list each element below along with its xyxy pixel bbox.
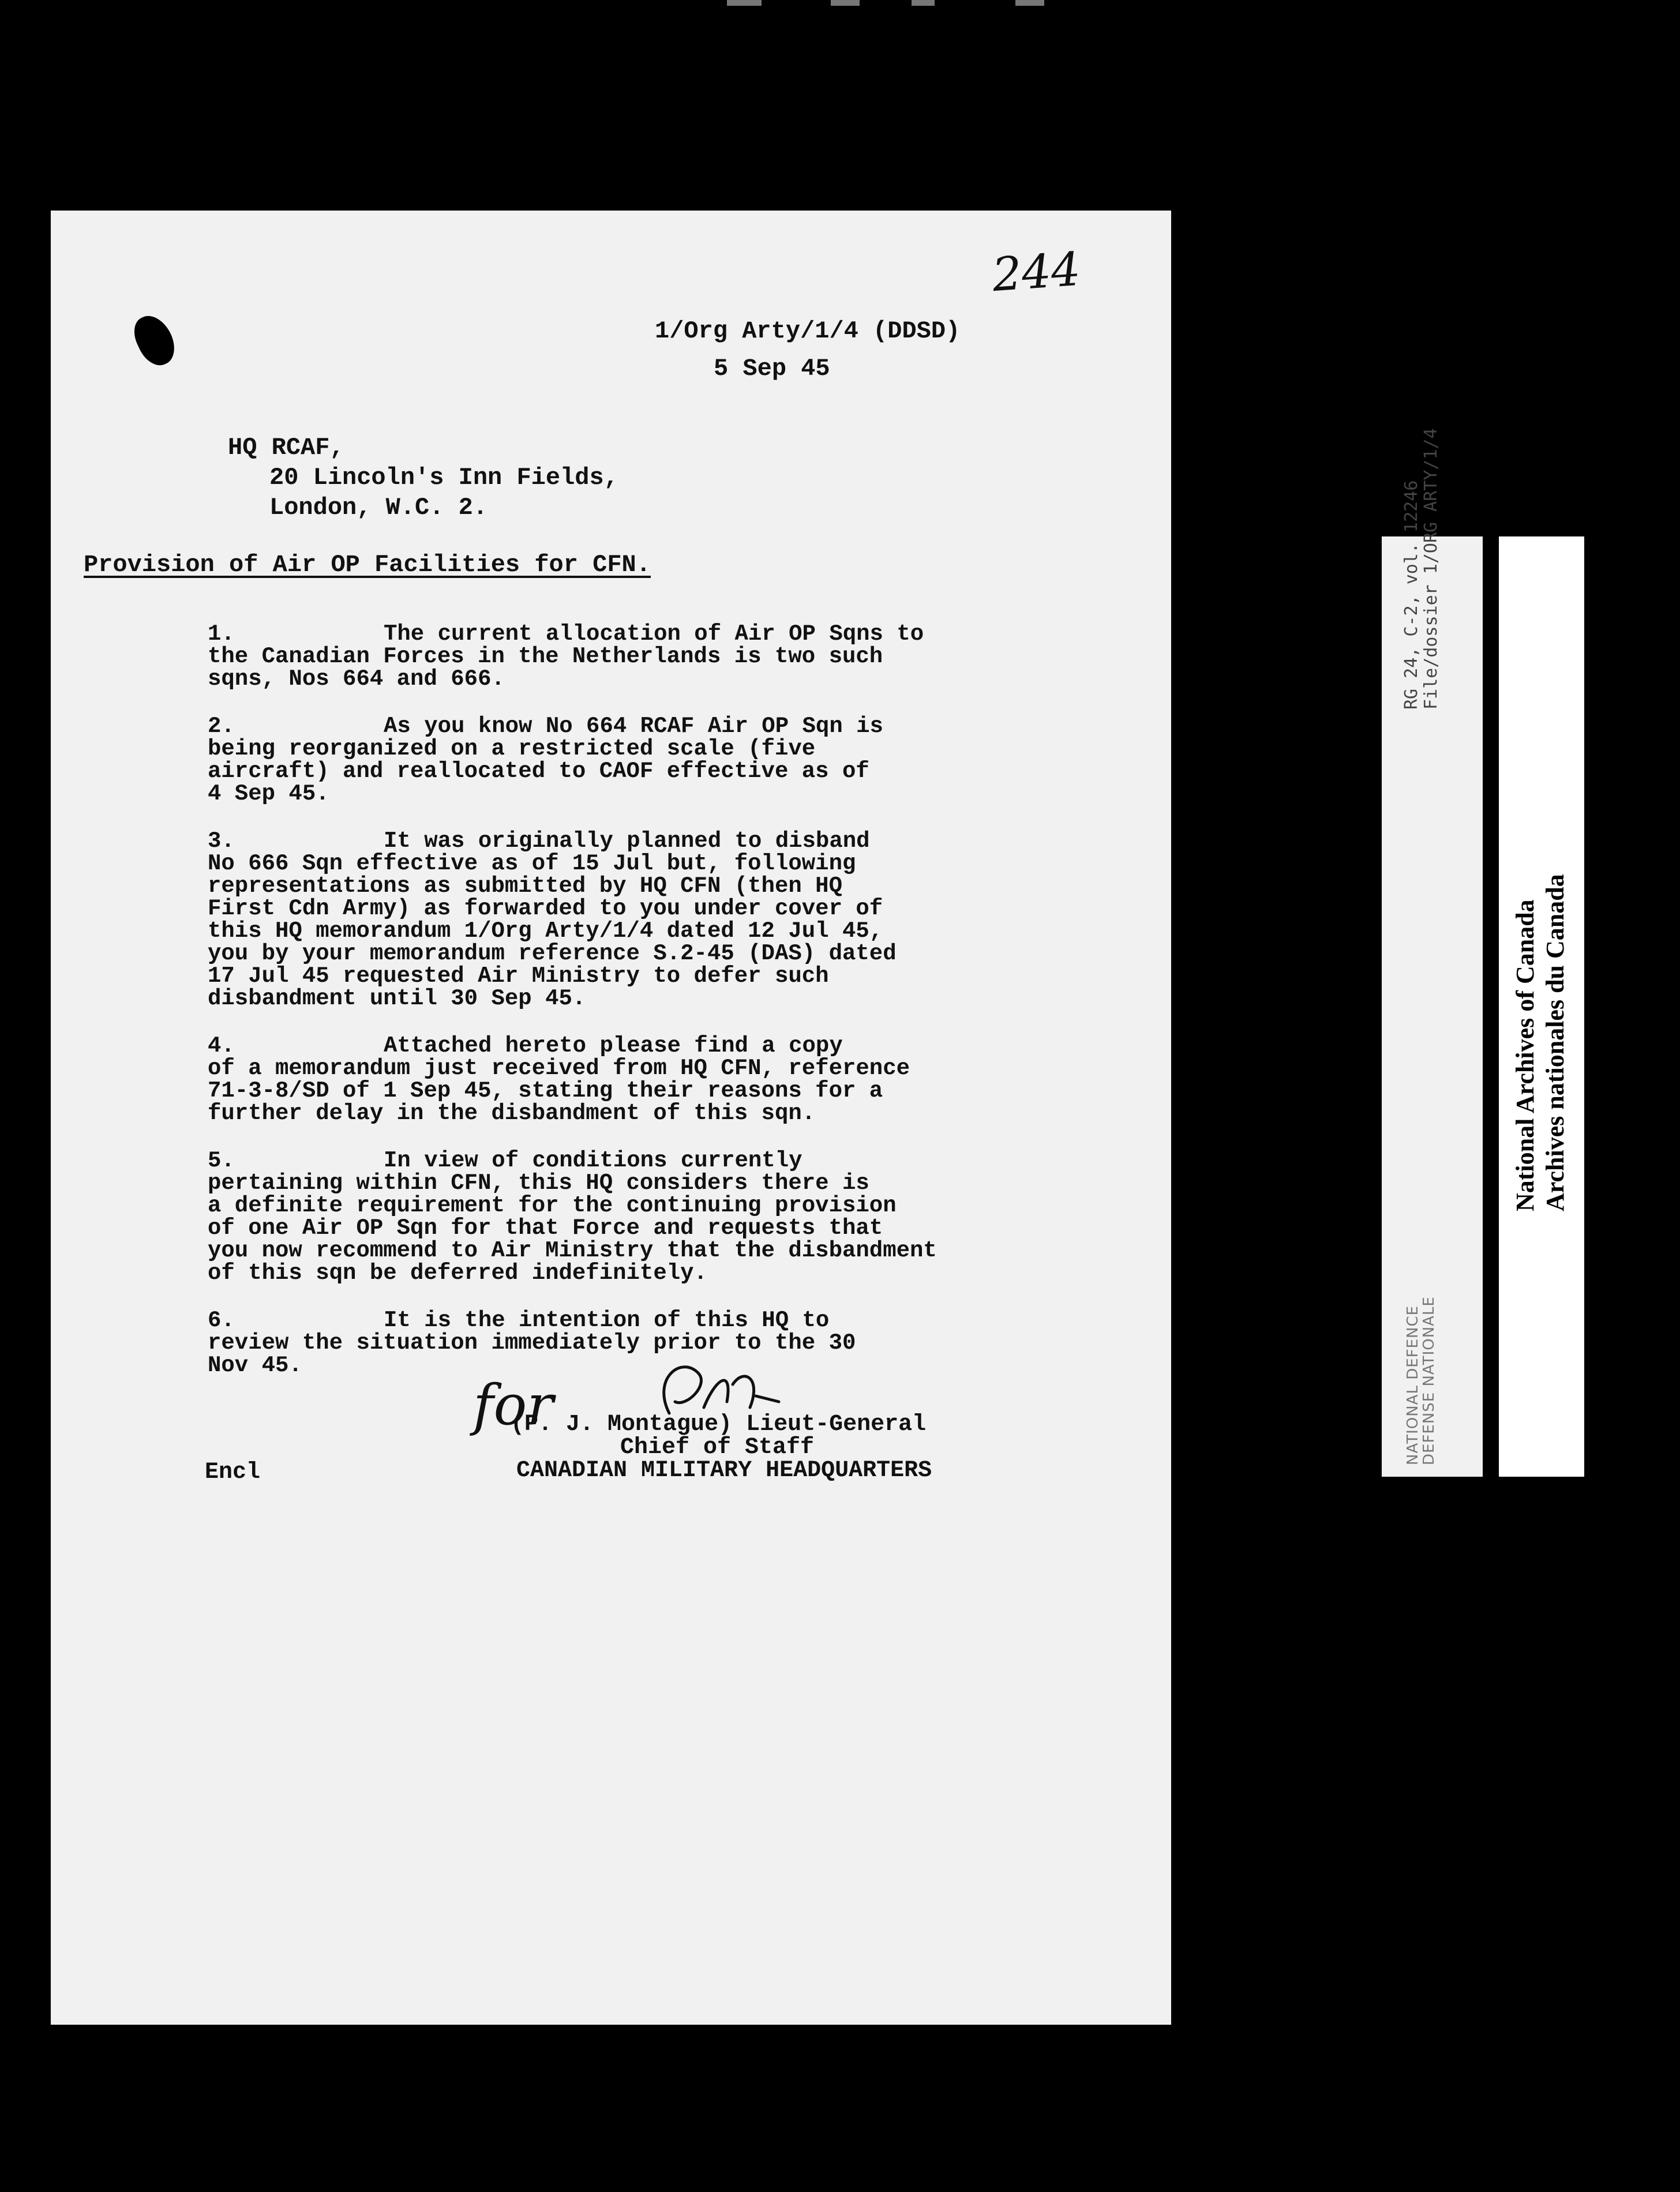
paragraph-number: 4. (208, 1033, 235, 1059)
address-line: London, W.C. 2. (269, 494, 488, 521)
paragraph-2 (208, 715, 1096, 805)
page-number: 244 (990, 242, 1082, 302)
paragraph-line: a definite requirement for the continuing provision (208, 1193, 897, 1218)
paragraph-line: pertaining within CFN, this HQ considers there is (208, 1170, 869, 1196)
paragraph-line: of a memorandum just received from HQ CFN, reference (208, 1056, 910, 1081)
paragraph-line: disbandment until 30 Sep 45. (208, 986, 586, 1011)
paragraph-line: of one Air OP Sqn for that Force and requests that (208, 1215, 883, 1241)
signatory-organization: CANADIAN MILITARY HEADQUARTERS (516, 1458, 932, 1484)
paragraph-line: the Canadian Forces in the Netherlands is two such (208, 644, 883, 669)
signatory-title: Chief of Staff (620, 1435, 815, 1461)
paragraph-line: this HQ memorandum 1/Org Arty/1/4 dated 12 Jul 45, (208, 918, 883, 944)
paragraph-line: aircraft) and reallocated to CAOF effective as of (208, 759, 869, 784)
address-line: HQ RCAF, (228, 434, 344, 461)
enclosure-note: Encl (205, 1459, 261, 1485)
signature-for-prefix: for (473, 1373, 554, 1437)
paragraph-line: review the situation immediately prior to the 30 (208, 1330, 856, 1356)
paragraph-line: First Cdn Army) as forwarded to you under cover of (208, 896, 883, 921)
paragraph-3 (208, 830, 1096, 1010)
subject-heading: Provision of Air OP Facilities for CFN. (84, 551, 651, 579)
paragraph-number: 5. (208, 1148, 235, 1173)
paragraph-1 (208, 623, 1096, 690)
archive-name-line: National Archives of Canada (1511, 899, 1539, 1211)
scan-edge-marks (727, 0, 1085, 7)
signatory-name: (P. J. Montague) Lieut-General (511, 1412, 927, 1437)
letter-body (208, 623, 1096, 1402)
paragraph-number: 3. (208, 828, 235, 854)
archive-reference-line: File/dossier 1/ORG ARTY/1/4 (1421, 428, 1441, 710)
department-line: NATIONAL DEFENCE (1404, 1305, 1422, 1465)
paragraph-number: 1. (208, 621, 235, 647)
paragraph-line: you now recommend to Air Ministry that the disbandment (208, 1238, 937, 1263)
letter-date: 5 Sep 45 (714, 355, 830, 382)
paragraph-line: 17 Jul 45 requested Air Ministry to defer such (208, 963, 829, 989)
paragraph-5 (208, 1150, 1096, 1285)
archive-reference-line: RG 24, C-2, vol. 12246 (1401, 480, 1422, 710)
paragraph-line: 71-3-8/SD of 1 Sep 45, stating their reasons for a (208, 1078, 883, 1103)
paragraph-line: It is the intention of this HQ to (384, 1308, 830, 1333)
paragraph-line: No 666 Sqn effective as of 15 Jul but, following (208, 851, 856, 876)
ink-stain (128, 310, 181, 371)
paragraph-line: The current allocation of Air OP Sqns to (384, 621, 924, 647)
paragraph-line: 4 Sep 45. (208, 781, 329, 806)
paragraph-line: you by your memorandum reference S.2-45 (DAS) dated (208, 941, 897, 966)
paragraph-line: further delay in the disbandment of this sqn. (208, 1101, 816, 1126)
file-reference: 1/Org Arty/1/4 (DDSD) (655, 317, 961, 345)
paragraph-line: Nov 45. (208, 1353, 302, 1378)
address-line: 20 Lincoln's Inn Fields, (269, 464, 618, 491)
paragraph-line: representations as submitted by HQ CFN (then HQ (208, 873, 842, 899)
archive-name-label (1499, 536, 1584, 1477)
archive-reference-label (1382, 428, 1483, 1477)
paragraph-line: of this sqn be deferred indefinitely. (208, 1260, 707, 1286)
archive-name-line: Archives nationales du Canada (1541, 874, 1569, 1211)
paragraph-number: 2. (208, 714, 235, 739)
recipient-address (228, 433, 618, 523)
paragraph-line: It was originally planned to disband (384, 828, 870, 854)
paragraph-line: sqns, Nos 664 and 666. (208, 666, 505, 692)
paragraph-4 (208, 1035, 1096, 1125)
department-line: DEFENSE NATIONALE (1420, 1296, 1438, 1465)
signature-block (511, 1413, 932, 1482)
paragraph-line: As you know No 664 RCAF Air OP Sqn is (384, 714, 883, 739)
paragraph-line: being reorganized on a restricted scale (five (208, 736, 816, 761)
paragraph-line: In view of conditions currently (384, 1148, 802, 1173)
paragraph-number: 6. (208, 1308, 235, 1333)
paragraph-line: Attached hereto please find a copy (384, 1033, 843, 1059)
